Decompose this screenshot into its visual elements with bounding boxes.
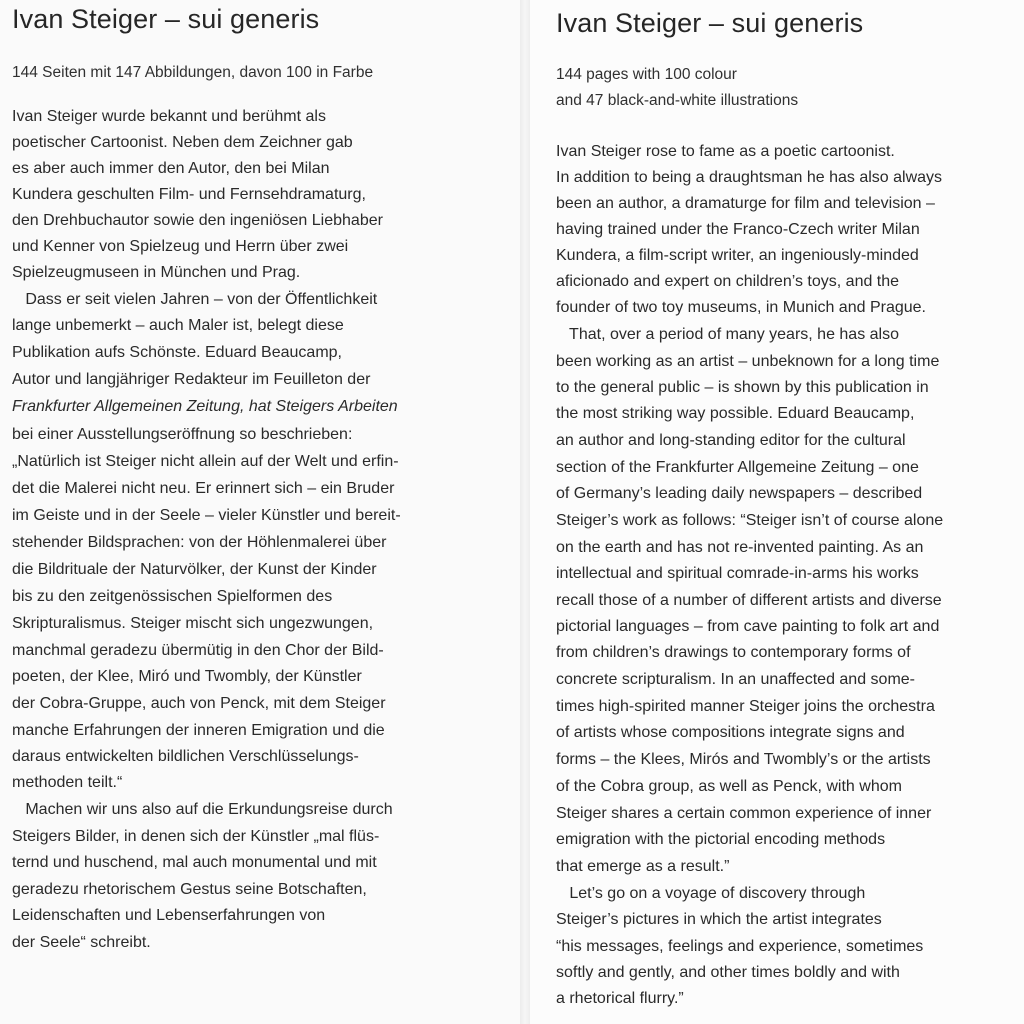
right-body-line: having trained under the Franco-Czech writer Milan	[556, 221, 920, 238]
right-body-line: Kundera, a film-script writer, an ingeniously-minded	[556, 247, 919, 264]
left-body-line: manche Erfahrungen der inneren Emigration und die	[12, 722, 385, 739]
right-body-line: section of the Frankfurter Allgemeine Zeitung – one	[556, 459, 919, 476]
left-body-line: Spielzeugmuseen in München und Prag.	[12, 264, 301, 281]
left-body-line: stehender Bildsprachen: von der Höhlenmalerei über	[12, 534, 387, 551]
left-body-line: den Drehbuchautor sowie den ingeniösen Liebhaber	[12, 212, 383, 229]
right-subtitle-line: 144 pages with 100 colour	[556, 66, 737, 83]
right-body-line: aficionado and expert on children’s toys, and the	[556, 273, 900, 290]
right-body-line: concrete scripturalism. In an unaffected and some-	[556, 671, 915, 688]
right-body-line: an author and long-standing editor for the cultural	[556, 432, 906, 449]
left-body-line: Skripturalismus. Steiger mischt sich ungezwungen,	[12, 615, 374, 632]
left-page-title: Ivan Steiger – sui generis	[12, 4, 320, 34]
left-page-subtitle	[12, 60, 373, 86]
right-body-line: Ivan Steiger rose to fame as a poetic cartoonist.	[556, 143, 895, 160]
left-body-line: Frankfurter Allgemeinen Zeitung, hat Steigers Arbeiten	[12, 398, 398, 415]
right-body-line: times high-spirited manner Steiger joins the orchestra	[556, 698, 935, 715]
left-body-line: der Cobra-Gruppe, auch von Penck, mit dem Steiger	[12, 695, 386, 712]
right-body-line: Steiger’s pictures in which the artist integrates	[556, 911, 882, 928]
left-body-line: Autor und langjähriger Redakteur im Feuilleton der	[12, 371, 371, 388]
right-body-line: of Germany’s leading daily newspapers – described	[556, 485, 923, 502]
right-body-line: a rhetorical flurry.”	[556, 990, 684, 1007]
right-body-line: pictorial languages – from cave painting to folk art and	[556, 618, 940, 635]
right-body-line: of the Cobra group, as well as Penck, with whom	[556, 778, 902, 795]
left-body-line: es aber auch immer den Autor, den bei Milan	[12, 160, 330, 177]
left-body-line: ternd und huschend, mal auch monumental und mit	[12, 854, 377, 871]
right-page-english	[530, 0, 1024, 1024]
left-body-line: Kundera geschulten Film- und Fernsehdramaturg,	[12, 186, 366, 203]
right-body-line: “his messages, feelings and experience, sometimes	[556, 938, 924, 955]
left-body-line: Leidenschaften und Lebenserfahrungen von	[12, 907, 326, 924]
left-body-line-italic	[12, 397, 398, 417]
left-body-line: methoden teilt.“	[12, 774, 123, 791]
right-body-line: the most striking way possible. Eduard Beaucamp,	[556, 405, 915, 422]
right-body-line: to the general public – is shown by this publication in	[556, 379, 929, 396]
left-body-line: poetischer Cartoonist. Neben dem Zeichner gab	[12, 134, 353, 151]
left-body-line: im Geiste und in der Seele – vieler Künstler und bereit-	[12, 507, 401, 524]
left-body-line: manchmal geradezu übermütig in den Chor der Bild-	[12, 642, 384, 659]
left-body-line: „Natürlich ist Steiger nicht allein auf der Welt und erfin-	[12, 453, 399, 470]
left-body-line: Dass er seit vielen Jahren – von der Öffentlichkeit	[12, 291, 378, 308]
left-body-line: Ivan Steiger wurde bekannt und berühmt als	[12, 108, 326, 125]
left-body-line: Machen wir uns also auf die Erkundungsreise durch	[12, 801, 393, 818]
right-body-line: founder of two toy museums, in Munich and Prague.	[556, 299, 926, 316]
right-body-line: of artists whose compositions integrate signs and	[556, 724, 905, 741]
left-body-line: Publikation aufs Schönste. Eduard Beaucamp,	[12, 344, 342, 361]
right-body-line: Let’s go on a voyage of discovery through	[556, 885, 866, 902]
right-body-line: intellectual and spiritual comrade-in-arms his works	[556, 565, 919, 582]
right-body-line: Steiger’s work as follows: “Steiger isn’t of course alone	[556, 512, 944, 529]
book-gutter	[520, 0, 530, 1024]
right-body-line: recall those of a number of different artists and diverse	[556, 592, 942, 609]
left-body-line: lange unbemerkt – auch Maler ist, belegt diese	[12, 317, 344, 334]
left-body-line: geradezu rhetorischem Gestus seine Botschaften,	[12, 881, 367, 898]
right-body-line: been an author, a dramaturge for film and television –	[556, 195, 935, 212]
right-body-line: That, over a period of many years, he has also	[556, 326, 899, 343]
left-body-line: det die Malerei nicht neu. Er erinnert sich – ein Bruder	[12, 480, 395, 497]
left-body-line: der Seele“ schreibt.	[12, 934, 151, 951]
right-page-title: Ivan Steiger – sui generis	[556, 8, 864, 38]
right-subtitle-line: and 47 black-and-white illustrations	[556, 92, 799, 109]
right-body-line: In addition to being a draughtsman he has also always	[556, 169, 943, 186]
right-body-line: forms – the Klees, Mirós and Twombly’s or the artists	[556, 751, 931, 768]
right-body-line: from children’s drawings to contemporary forms of	[556, 644, 911, 661]
right-body-line: that emerge as a result.”	[556, 858, 730, 875]
left-body-line: Steigers Bilder, in denen sich der Künstler „mal flüs-	[12, 828, 380, 845]
left-body-line: poeten, der Klee, Miró und Twombly, der Künstler	[12, 668, 362, 685]
right-body-line: Steiger shares a certain common experience of inner	[556, 805, 932, 822]
right-body-line: on the earth and has not re-invented painting. As an	[556, 539, 924, 556]
left-body-line: und Kenner von Spielzeug und Herrn über zwei	[12, 238, 349, 255]
left-subtitle-line: 144 Seiten mit 147 Abbildungen, davon 100 in Farbe	[12, 64, 374, 81]
left-body-line: daraus entwickelten bildlichen Verschlüsselungs-	[12, 748, 359, 765]
left-body-line: die Bildrituale der Naturvölker, der Kunst der Kinder	[12, 561, 377, 578]
right-page-subtitle	[556, 62, 798, 114]
right-body-line: emigration with the pictorial encoding methods	[556, 831, 886, 848]
right-body-line: softly and gently, and other times boldly and with	[556, 964, 900, 981]
left-body-line: bei einer Ausstellungseröffnung so beschrieben:	[12, 426, 353, 443]
right-body-line: been working as an artist – unbeknown for a long time	[556, 353, 940, 370]
left-body-line: bis zu den zeitgenössischen Spielformen des	[12, 588, 333, 605]
